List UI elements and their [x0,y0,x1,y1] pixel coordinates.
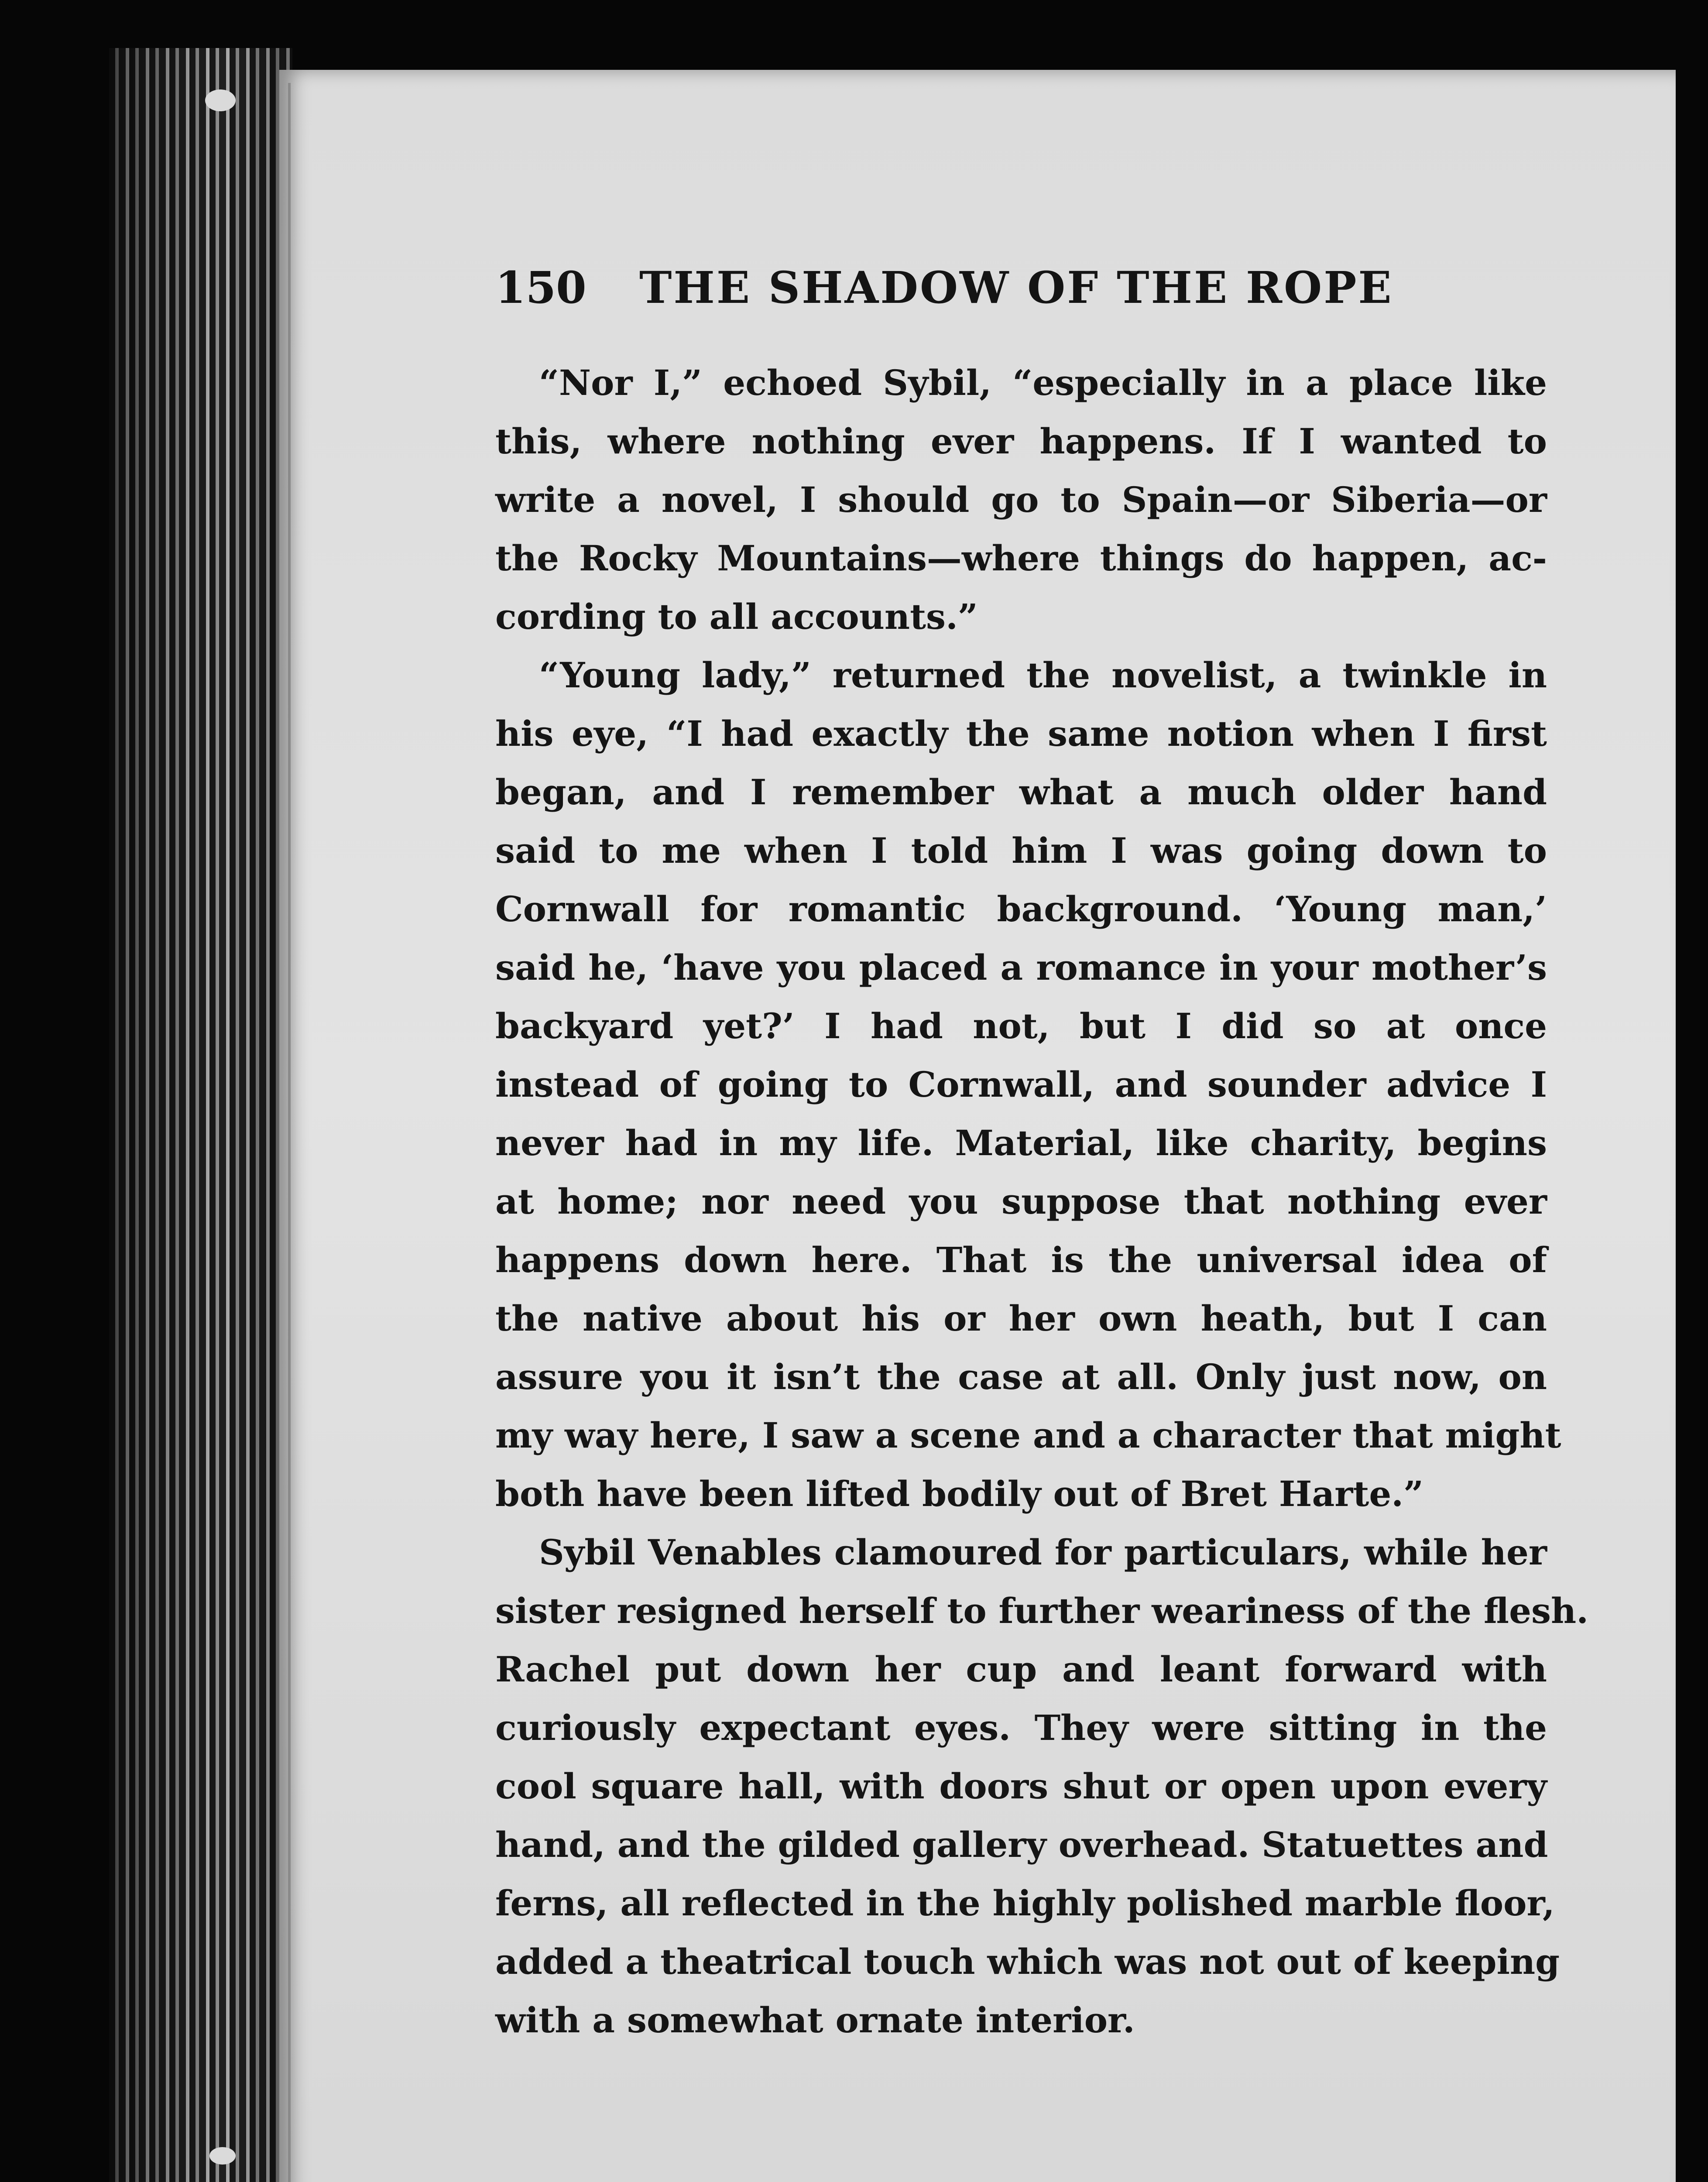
text-line: at home; nor need you suppose that nothing ever [495,1181,1547,1222]
dust-speck [205,89,236,111]
book-title: THE SHADOW OF THE ROPE [639,262,1393,313]
text-line: write a novel, I should go to Spain—or Siberia—or [495,479,1547,520]
text-line: backyard yet?’ I had not, but I did so at once [495,1005,1547,1046]
dust-speck [209,2147,236,2165]
text-line: with a somewhat ornate interior. [495,2000,1135,2041]
running-head [495,262,1543,327]
text-line: the Rocky Mountains—where things do happen, ac- [495,538,1547,579]
text-line: hand, and the gilded gallery overhead. Statuettes and [495,1824,1548,1865]
text-line: never had in my life. Material, like charity, begins [495,1122,1547,1163]
text-line: began, and I remember what a much older hand [495,772,1547,813]
text-line: Cornwall for romantic background. ‘Young man,’ [495,889,1547,930]
page-number: 150 [495,262,586,313]
book-page-edges [109,48,292,2182]
text-line: the native about his or her own heath, but I can [495,1298,1547,1339]
text-line: said to me when I told him I was going down to [495,830,1547,871]
text-line: this, where nothing ever happens. If I wanted to [495,421,1547,462]
text-line: ferns, all reflected in the highly polished marble floor, [495,1883,1555,1924]
text-line: added a theatrical touch which was not out of keeping [495,1941,1560,1982]
text-line: assure you it isn’t the case at all. Only just now, on [495,1356,1547,1397]
text-line: Sybil Venables clamoured for particulars, while her [539,1532,1547,1573]
text-line: my way here, I saw a scene and a character that might [495,1415,1561,1456]
text-line: cool square hall, with doors shut or open upon every [495,1766,1547,1807]
text-line: happens down here. That is the universal idea of [495,1239,1547,1280]
text-line: sister resigned herself to further weariness of the flesh. [495,1590,1589,1631]
text-line: Rachel put down her cup and leant forward with [495,1649,1547,1690]
text-line: his eye, “I had exactly the same notion when I first [495,713,1547,754]
text-line: instead of going to Cornwall, and sounder advice I [495,1064,1547,1105]
text-line: curiously expectant eyes. They were sitting in the [495,1707,1547,1748]
text-line: “Young lady,” returned the novelist, a twinkle in [539,655,1547,696]
body-text [495,353,1589,2049]
page-gutter-line [288,83,291,2182]
text-line: “Nor I,” echoed Sybil, “especially in a place like [539,362,1547,403]
text-line: said he, ‘have you placed a romance in your mother’s [495,947,1547,988]
text-line: both have been lifted bodily out of Bret Harte.” [495,1473,1424,1514]
text-line: cording to all accounts.” [495,596,978,637]
